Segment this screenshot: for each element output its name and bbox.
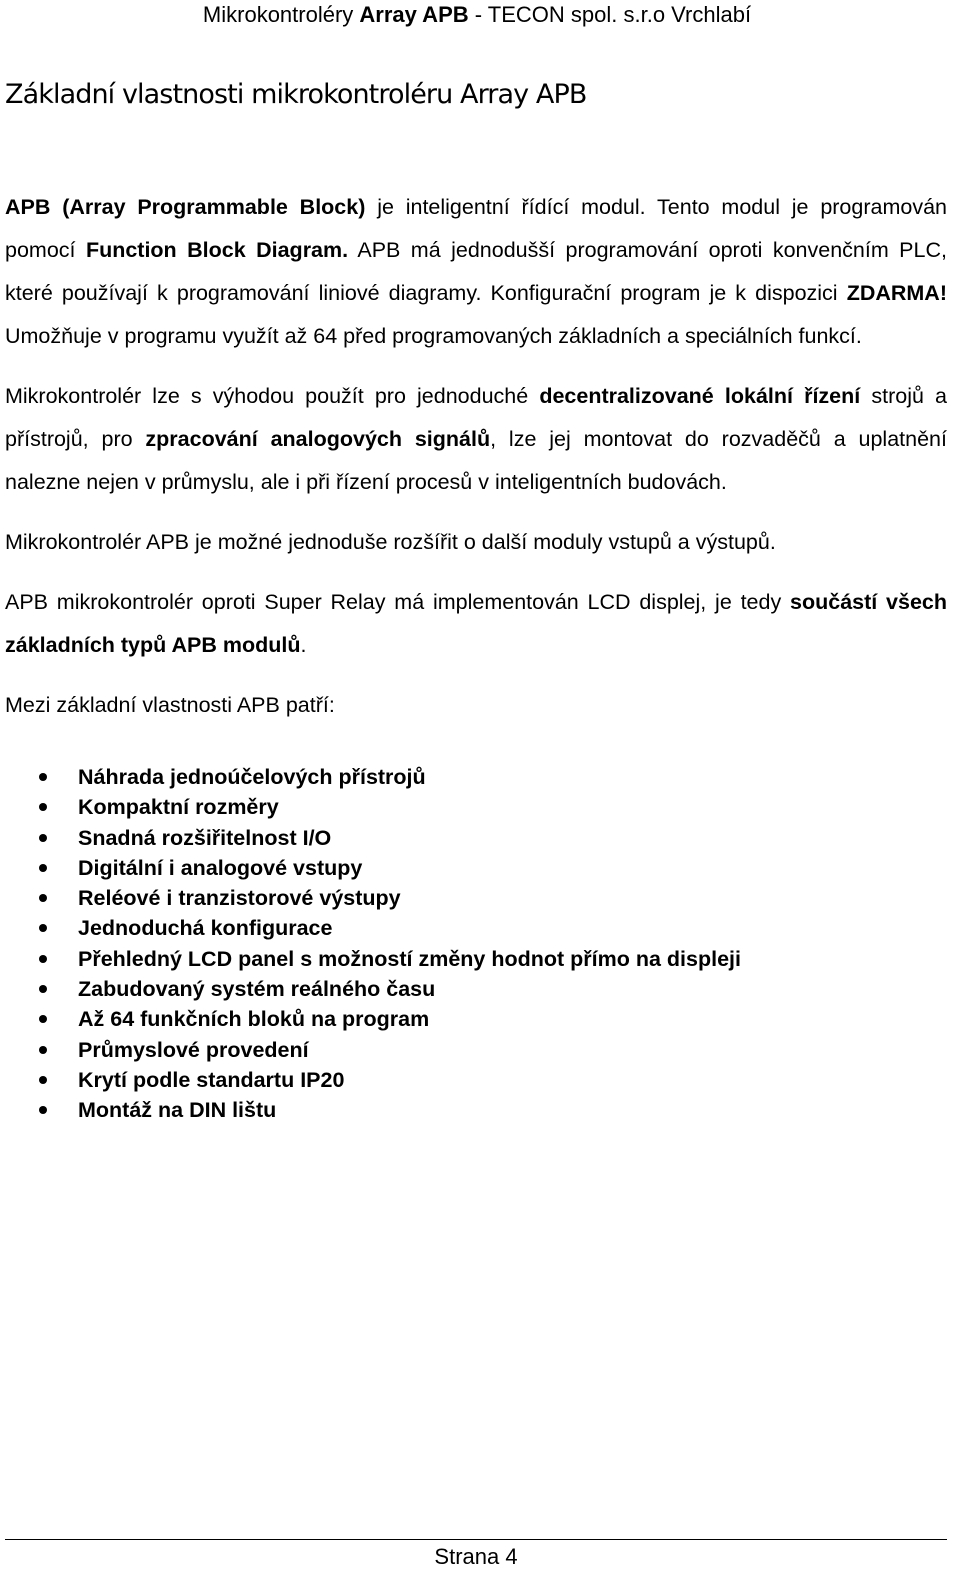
text-run: Mikrokontrolér lze s výhodou použít pro jednoduché xyxy=(5,384,540,408)
header-suffix: - TECON spol. s.r.o Vrchlabí xyxy=(468,2,752,27)
bullet-icon xyxy=(39,773,47,781)
bold-phrase: součástí všech základních typů APB modulů xyxy=(5,590,947,657)
document-body xyxy=(5,186,947,1126)
features-intro: Mezi základní vlastnosti APB patří: xyxy=(5,693,335,717)
bullet-icon xyxy=(39,1015,47,1023)
bold-phrase: zpracování analogových signálů xyxy=(145,427,491,451)
feature-item xyxy=(5,1035,947,1065)
feature-list xyxy=(5,762,947,1126)
bullet-icon xyxy=(39,985,47,993)
feature-label: Přehledný LCD panel s možností změny hodnot přímo na displeji xyxy=(78,946,741,971)
feature-item xyxy=(5,823,947,853)
page-number: Strana 4 xyxy=(434,1544,518,1569)
feature-label: Průmyslové provedení xyxy=(78,1037,309,1062)
feature-item xyxy=(5,913,947,943)
section-heading: Základní vlastnosti mikrokontroléru Array APB xyxy=(5,79,587,110)
bold-phrase: decentralizované lokální řízení xyxy=(539,384,861,408)
paragraph-usage xyxy=(5,375,947,504)
feature-item xyxy=(5,1004,947,1034)
feature-item xyxy=(5,853,947,883)
bullet-icon xyxy=(39,1046,47,1054)
running-header xyxy=(0,0,954,30)
text-run: je inteligentní řídící modul. Tento modul je programován pomocí xyxy=(5,195,947,262)
feature-label: Reléové i tranzistorové výstupy xyxy=(78,886,401,911)
text-run: . xyxy=(300,633,307,657)
text-run: APB má jednodušší programování oproti konvenčním PLC, které používají k programování liniové diagramy. Konfigurační program je k dispozici xyxy=(5,238,947,305)
footer-divider xyxy=(5,1539,947,1540)
bullet-icon xyxy=(39,924,47,932)
bullet-icon xyxy=(39,894,47,902)
paragraph-lcd xyxy=(5,581,947,667)
feature-label: Digitální i analogové vstupy xyxy=(78,855,363,880)
bullet-icon xyxy=(39,1106,47,1114)
text-run: , lze jej montovat do rozvaděčů a uplatnění nalezne nejen v průmyslu, ale i při řízení procesů v inteligentních budovách. xyxy=(5,427,947,494)
text-run: Umožňuje v programu využít až 64 před programovaných základních a speciálních funkcí. xyxy=(5,324,862,348)
feature-item xyxy=(5,1065,947,1095)
feature-label: Až 64 funkčních bloků na program xyxy=(78,1007,430,1032)
text-run: strojů a přístrojů, pro xyxy=(5,384,947,451)
bullet-icon xyxy=(39,864,47,872)
feature-item xyxy=(5,883,947,913)
feature-item xyxy=(5,1095,947,1125)
feature-item xyxy=(5,762,947,792)
feature-label: Náhrada jednoúčelových přístrojů xyxy=(78,765,426,789)
feature-label: Snadná rozšiřitelnost I/O xyxy=(78,825,332,850)
bullet-icon xyxy=(39,1076,47,1084)
bullet-icon xyxy=(39,834,47,842)
paragraph-expansion: Mikrokontrolér APB je možné jednoduše rozšířit o další moduly vstupů a výstupů. xyxy=(5,530,776,554)
bullet-icon xyxy=(39,803,47,811)
text-run: APB mikrokontrolér oproti Super Relay má implementován LCD displej, je tedy xyxy=(5,590,791,614)
bold-phrase: APB (Array Programmable Block) xyxy=(5,195,366,219)
feature-item xyxy=(5,974,947,1004)
bold-phrase: Function Block Diagram. xyxy=(85,238,349,262)
header-product: Array APB xyxy=(359,2,469,27)
feature-item xyxy=(5,792,947,822)
feature-label: Jednoduchá konfigurace xyxy=(78,916,333,941)
feature-label: Zabudovaný systém reálného času xyxy=(78,977,436,1002)
feature-label: Montáž na DIN lištu xyxy=(78,1098,277,1123)
feature-item xyxy=(5,944,947,974)
bold-phrase: ZDARMA! xyxy=(846,281,947,305)
paragraph-intro-apb xyxy=(5,186,947,358)
header-prefix: Mikrokontroléry xyxy=(202,2,360,27)
feature-label: Krytí podle standartu IP20 xyxy=(78,1067,345,1092)
bullet-icon xyxy=(39,955,47,963)
feature-label: Kompaktní rozměry xyxy=(78,795,279,820)
